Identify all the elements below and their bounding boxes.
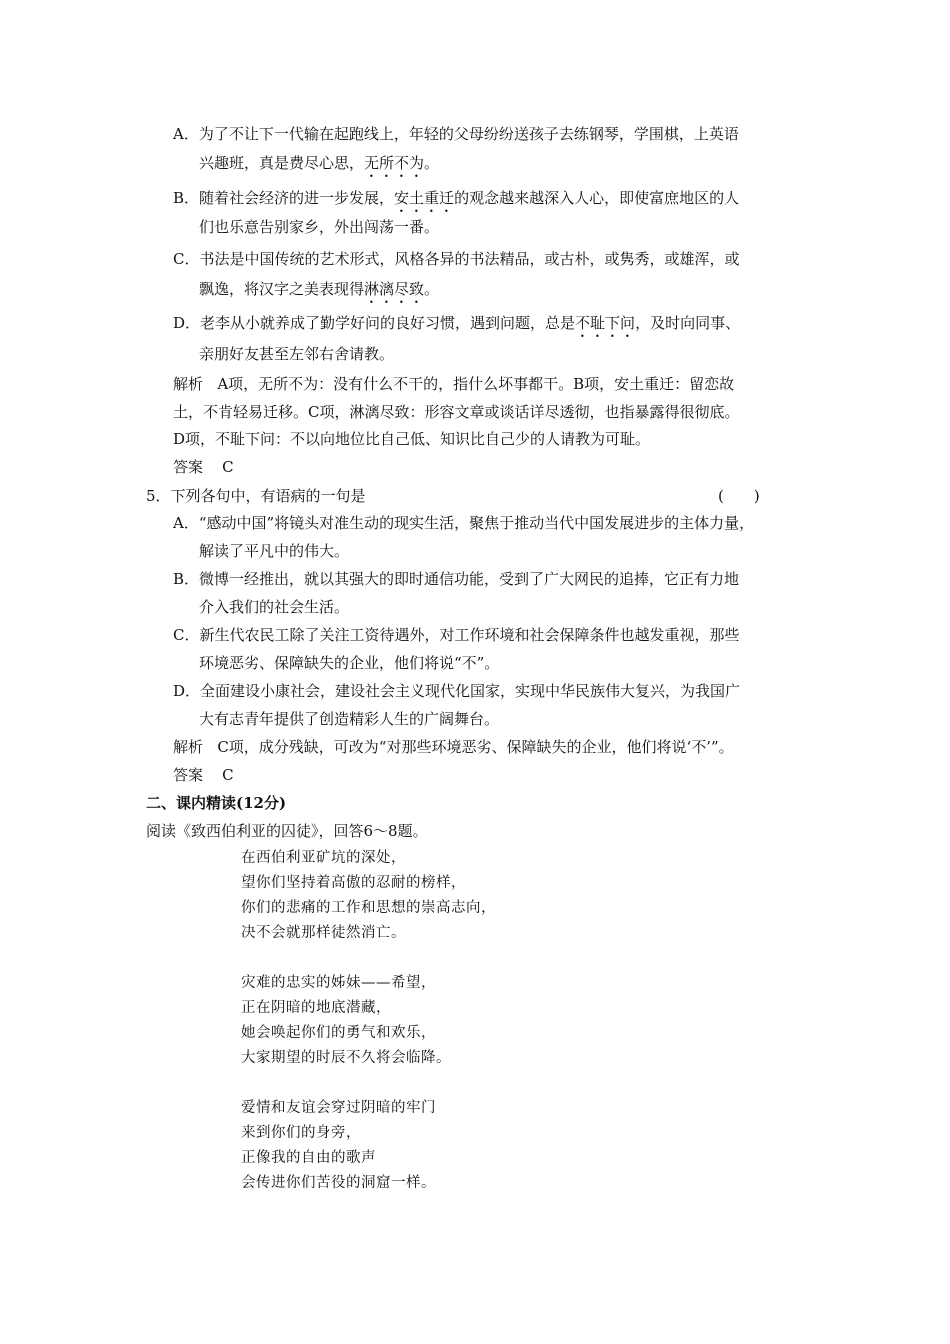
option-text: 为了不让下一代输在起跑线上，年轻的父母纷纷送孩子去练钢琴，学围棋，上英语: [198, 125, 739, 143]
q5-option-a-line2: 解读了平凡中的伟大。: [199, 542, 350, 560]
option-text: “感动中国”将镜头对准生动的现实生活，聚焦于推动当代中国发展进步的主体力量，: [198, 514, 755, 532]
poem-line: 爱情和友谊会穿过阴暗的牢门: [241, 1100, 436, 1116]
analysis-label: 解析: [173, 738, 204, 756]
analysis-text: C项，成分残缺，可改为“对那些环境恶劣、保障缺失的企业，他们将说‘不’”。: [217, 738, 734, 756]
poem-line: 大家期望的时辰不久将会临降。: [241, 1050, 451, 1066]
q4-option-d-line2: 亲朋好友甚至左邻右舍请教。: [199, 345, 395, 363]
poem-line: 灾难的忠实的姊妹——希望，: [241, 975, 436, 991]
q5-option-d-line2: 大有志青年提供了创造精彩人生的广阔舞台。: [199, 710, 500, 728]
option-text: 新生代农民工除了关注工资待遇外，对工作环境和社会保障条件也越发重视，那些: [199, 626, 740, 644]
q5-analysis: [173, 737, 734, 757]
q4-option-a-line1: [173, 124, 739, 144]
option-text: 老李从小就养成了勤学好问的良好习惯，遇到问题，总是: [200, 314, 576, 332]
option-text: 的观念越来越深入人心，即使富庶地区的人: [454, 189, 740, 207]
option-label: B．: [173, 189, 200, 207]
emphasized-idiom: 不耻下问: [575, 314, 636, 332]
analysis-text: A项，无所不为：没有什么不干的，指什么坏事都干。B项，安土重迁：留恋故: [217, 375, 735, 393]
option-label: C．: [173, 250, 200, 268]
option-text: 兴趣班，真是费尽心思，: [199, 154, 365, 172]
option-label: B．: [173, 570, 200, 588]
q5-option-d-line1: [173, 681, 740, 701]
emphasized-idiom: 无所不为: [364, 154, 425, 172]
option-text: ，及时向同事、: [635, 314, 741, 332]
answer-blank: ( ): [718, 487, 760, 505]
section-heading: 二、课内精读(12分): [146, 794, 287, 812]
option-label: D．: [173, 682, 201, 700]
emphasized-idiom: 安土重迁: [394, 189, 455, 207]
option-text: 飘逸，将汉字之美表现得: [199, 280, 365, 298]
q5-option-a-line1: [173, 513, 754, 533]
section-intro: 阅读《致西伯利亚的囚徒》，回答6～8题。: [146, 822, 428, 840]
poem-line: 她会唤起你们的勇气和欢乐，: [241, 1025, 436, 1041]
answer-value: C: [222, 458, 234, 476]
q5-answer: [173, 765, 234, 785]
answer-label: 答案: [173, 766, 204, 784]
q4-option-b-line2: 们也乐意告别家乡，外出闯荡一番。: [199, 218, 440, 236]
q4-option-c-line1: [173, 249, 740, 269]
q4-option-a-line2: [199, 153, 439, 181]
poem-line: 决不会就那样徒然消亡。: [241, 925, 406, 941]
poem-line: 在西伯利亚矿坑的深处，: [241, 850, 406, 866]
poem-line: 正像我的自由的歌声: [241, 1150, 376, 1166]
q4-answer: [173, 457, 234, 477]
q5-option-b-line2: 介入我们的社会生活。: [199, 598, 350, 616]
q5-stem: 5．下列各句中，有语病的一句是: [146, 487, 366, 505]
option-label: A．: [173, 514, 199, 532]
answer-label: 答案: [173, 458, 204, 476]
q5-option-c-line1: [173, 625, 740, 645]
poem-line: 望你们坚持着高傲的忍耐的榜样，: [241, 875, 466, 891]
poem-line: 正在阴暗的地底潜藏，: [241, 1000, 391, 1016]
q4-option-b-line1: [173, 188, 739, 216]
poem-line: 会传进你们苦役的洞窟一样。: [241, 1175, 436, 1191]
q4-analysis-line2: 土，不肯轻易迁移。C项，淋漓尽致：形容文章或谈话详尽透彻，也指暴露得很彻底。: [173, 403, 740, 421]
option-text: 微博一经推出，就以其强大的即时通信功能，受到了广大网民的追捧，它正有力地: [199, 570, 740, 588]
poem-line: 来到你们的身旁，: [241, 1125, 361, 1141]
emphasized-idiom: 淋漓尽致: [364, 280, 425, 298]
q5-option-b-line1: [173, 569, 739, 589]
q4-option-c-line2: [199, 279, 439, 307]
analysis-label: 解析: [173, 375, 204, 393]
q5-option-c-line2: 环境恶劣、保障缺失的企业，他们将说“不”。: [199, 654, 500, 672]
option-text: 全面建设小康社会，建设社会主义现代化国家，实现中华民族伟大复兴，为我国广: [200, 682, 741, 700]
option-label: D．: [173, 314, 201, 332]
poem-line: 你们的悲痛的工作和思想的崇高志向，: [241, 900, 496, 916]
option-text: 。: [424, 154, 440, 172]
option-text: 。: [424, 280, 440, 298]
q4-analysis-line3: D项，不耻下问：不以向地位比自己低、知识比自己少的人请教为可耻。: [173, 430, 651, 448]
option-label: A．: [173, 125, 199, 143]
option-text: 书法是中国传统的艺术形式，风格各异的书法精品，或古朴，或隽秀，或雄浑，或: [199, 250, 740, 268]
q4-analysis-line1: [173, 374, 734, 394]
answer-value: C: [222, 766, 234, 784]
q4-option-d-line1: [173, 313, 740, 341]
option-label: C．: [173, 626, 200, 644]
option-text: 随着社会经济的进一步发展，: [199, 189, 395, 207]
